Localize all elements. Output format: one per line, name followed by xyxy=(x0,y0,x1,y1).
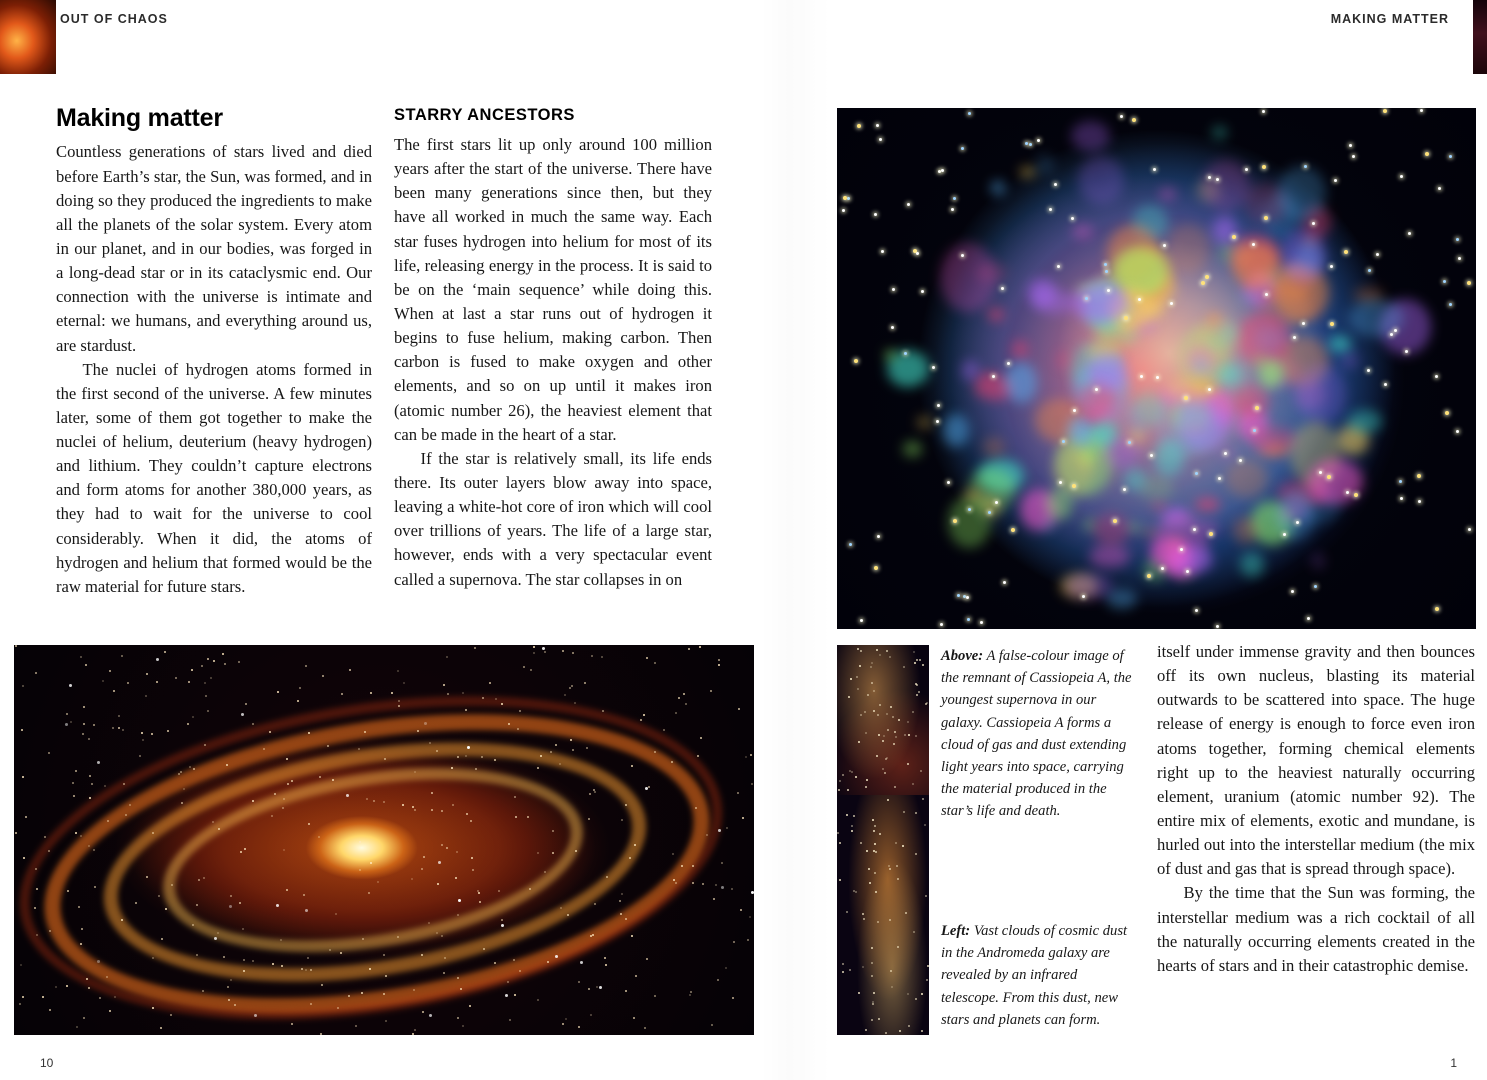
text-column-4 xyxy=(1157,640,1475,978)
caption-above-text: A false-colour image of the remnant of Cassiopeia A, the youngest supernova in our galaxy. Cassiopeia A forms a cloud of gas and dust extending light years into space, carrying the material produced in the star’s life and death. xyxy=(941,648,1132,820)
caption-left xyxy=(941,920,1137,1031)
running-head-left: OUT OF CHAOS xyxy=(60,12,168,26)
paragraph: Countless generations of stars lived and died before Earth’s star, the Sun, was formed, and in doing so they produced the ingredients to make all the planets of the solar system. Every atom in our planet, and in our bodies, was forged in a long-dead star or in its cataclysmic end. Our connection with the universe is intimate and eternal: we humans, and everything around us, are stardust. xyxy=(56,142,372,355)
caption-above-label: Above: xyxy=(941,648,984,664)
corner-decoration-right-image xyxy=(1473,0,1487,74)
caption-left-label: Left: xyxy=(941,923,971,939)
cassiopeia-a-image xyxy=(837,108,1476,629)
page-title: Making matter xyxy=(56,104,223,132)
text-column-2 xyxy=(394,100,712,592)
paragraph: itself under immense gravity and then bounces off its own nucleus, blasting its material outwards to be scattered into space. The huge release of energy is enough to force even iron atoms together, forming chemical elements right up to the heaviest naturally occurring element, uranium (atomic number 92). The entire mix of elements, exotic and mundane, is hurled out into the interstellar medium (the mix of dust and gas that is spread through space). xyxy=(1157,642,1475,879)
running-head-right: MAKING MATTER xyxy=(1330,12,1449,26)
paragraph: If the star is relatively small, its life ends there. Its outer layers blow away into space, leaving a white-hot core of iron which will cool over trillions of years. The life of a large star, however, ends with a very spectacular event called a supernova. The star collapses in on xyxy=(394,448,712,589)
folio-right: 1 xyxy=(1450,1056,1457,1070)
section-subhead: STARRY ANCESTORS xyxy=(394,106,575,124)
andromeda-galaxy-image xyxy=(14,645,754,1035)
paragraph: The nuclei of hydrogen atoms formed in the first second of the universe. A few minutes later, some of them got together to make the nuclei of helium, deuterium (heavy hydrogen) and lithium. They couldn’t capture electrons and form atoms for another 380,000 years, as they had to wait for the universe to cool considerably. When it did, the atoms of hydrogen and helium that formed would be the raw material for future stars. xyxy=(56,359,372,596)
caption-left-text: Vast clouds of cosmic dust in the Andromeda galaxy are revealed by an infrared telescope. From this dust, new stars and planets can form. xyxy=(941,923,1128,1028)
nebula-strip-bottom-image xyxy=(837,795,929,1035)
page-gutter-shadow xyxy=(760,0,832,1080)
nebula-strip-top-image xyxy=(837,645,929,795)
folio-left: 10 xyxy=(40,1056,54,1070)
paragraph: The first stars lit up only around 100 million years after the start of the universe. There have been many generations since then, but they have all worked in much the same way. Each star fuses hydrogen into helium for most of its life, releasing energy in the process. It is said to be on the ‘main sequence’ while doing this. When at last a star runs out of hydrogen it begins to fuse helium, making carbon. Then carbon is fused to make oxygen and other elements, and so on up until it makes iron (atomic number 26), the heaviest element that can be made in the heart of a star. xyxy=(394,135,712,444)
text-column-1 xyxy=(56,100,372,599)
paragraph: By the time that the Sun was forming, the interstellar medium was a rich cocktail of all the naturally occurring elements created in the hearts of stars and in their catastrophic demise. xyxy=(1157,883,1475,975)
corner-decoration-left-image xyxy=(0,0,56,74)
caption-above xyxy=(941,645,1137,822)
